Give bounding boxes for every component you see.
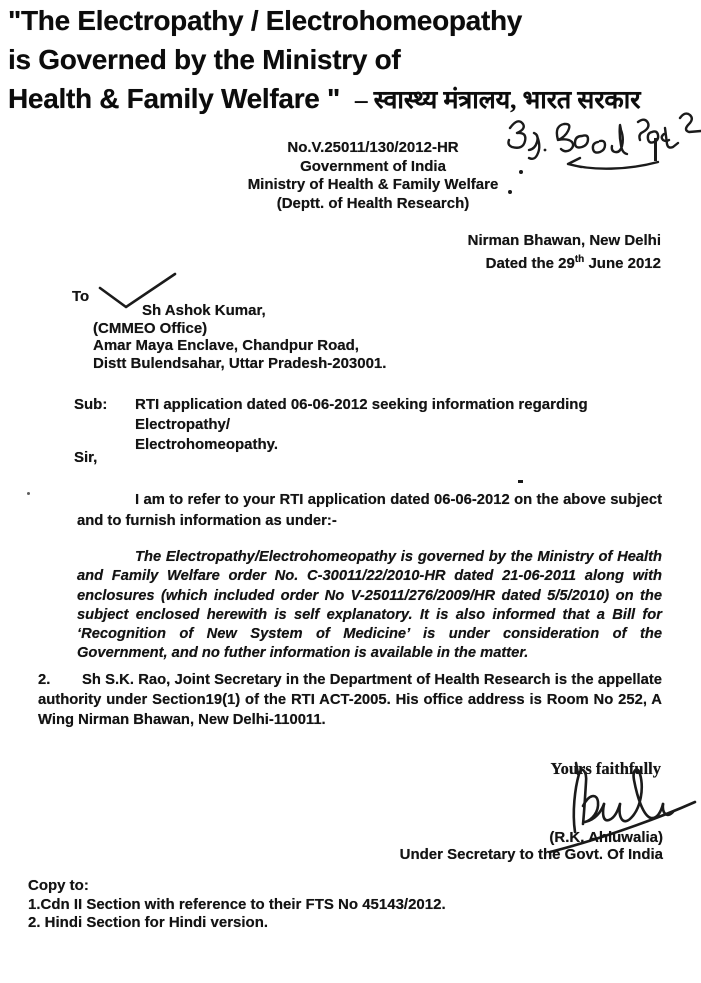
signatory-designation: Under Secretary to the Govt. Of India — [399, 846, 663, 863]
scan-artifact — [508, 190, 512, 194]
closing-phrase: Yours faithfully — [550, 759, 661, 778]
recipient-office: (CMMEO Office) — [93, 319, 208, 337]
date-suffix: June 2012 — [584, 255, 661, 272]
body-paragraph-2-text: Sh S.K. Rao, Joint Secretary in the Department of Health Research is the appellate authority under Section19(1) of the RTI ACT-2005. His office address is Room No 252, A Wing Nirman Bhawan, New Delhi-110011. — [38, 672, 662, 728]
paragraph-number: 2. — [38, 672, 51, 688]
scan-artifact — [518, 480, 523, 483]
scan-artifact — [654, 138, 657, 161]
subject-text-line1: RTI application dated 06-06-2012 seeking information regarding Electropathy/ — [135, 396, 588, 433]
scan-artifact — [27, 492, 30, 495]
letterhead — [173, 139, 573, 213]
claim-header-line2: is Governed by the Ministry of — [8, 44, 401, 75]
body-paragraph-2 — [38, 670, 662, 730]
subject-text — [135, 395, 665, 455]
recipient-name: Sh Ashok Kumar, — [142, 302, 266, 319]
recipient-address-block — [93, 302, 386, 372]
letterhead-org: Government of India — [300, 157, 446, 175]
date-prefix: Dated the 29 — [485, 255, 575, 272]
recipient-address-line1: Amar Maya Enclave, Chandpur Road, — [93, 337, 359, 355]
body-paragraph-italic-quote: The Electropathy/Electrohomeopathy is governed by the Ministry of Health and Family Welfare order No. C-30011/22/2010-HR dated 21-06-2011 along with enclosures (which included order No V-25011/276/2009/HR dated 5/5/2010) on the subject enclosed herewith is self explanatory. It is also informed that a Bill for ‘Recognition of New System of Medicine’ is under consideration of the Government, and no futher information is available in the matter. — [77, 549, 662, 662]
subject-label: Sub: — [74, 396, 108, 413]
dateline-place: Nirman Bhawan, New Delhi — [467, 232, 661, 249]
claim-header-hindi-text: – स्वास्थ्य मंत्रालय, भारत सरकार — [355, 87, 641, 114]
claim-header-line3-english: Health & Family Welfare " — [8, 83, 341, 114]
recipient-address-line2: Distt Bulendsahar, Uttar Pradesh-203001. — [93, 354, 387, 372]
copy-to-item: 2. Hindi Section for Hindi version. — [28, 914, 269, 931]
to-label: To — [72, 288, 90, 305]
salutation: Sir, — [74, 449, 98, 466]
signatory-name: (R.K. Ahluwalia) — [549, 829, 663, 846]
dateline — [468, 231, 661, 273]
dateline-date — [468, 250, 661, 273]
subject-text-line2: Electrohomeopathy. — [135, 436, 279, 453]
claim-header — [8, 1, 700, 120]
reference-number: No.V.25011/130/2012-HR — [287, 139, 459, 156]
letterhead-ministry: Ministry of Health & Family Welfare — [247, 176, 499, 193]
scan-artifact — [519, 170, 523, 174]
claim-header-line1: "The Electropathy / Electrohomeopathy — [8, 5, 523, 36]
copy-to-item: 1.Cdn II Section with reference to their FTS No 45143/2012. — [28, 895, 446, 913]
subject-block — [74, 395, 665, 455]
body-paragraph-1: I am to refer to your RTI application dated 06-06-2012 on the above subject and to furnish information as under:- — [77, 492, 662, 529]
copy-to-block — [28, 877, 446, 933]
copy-to-heading: Copy to: — [28, 877, 89, 894]
date-ordinal-suffix: th — [574, 254, 585, 265]
letterhead-department: (Deptt. of Health Research) — [276, 194, 470, 212]
